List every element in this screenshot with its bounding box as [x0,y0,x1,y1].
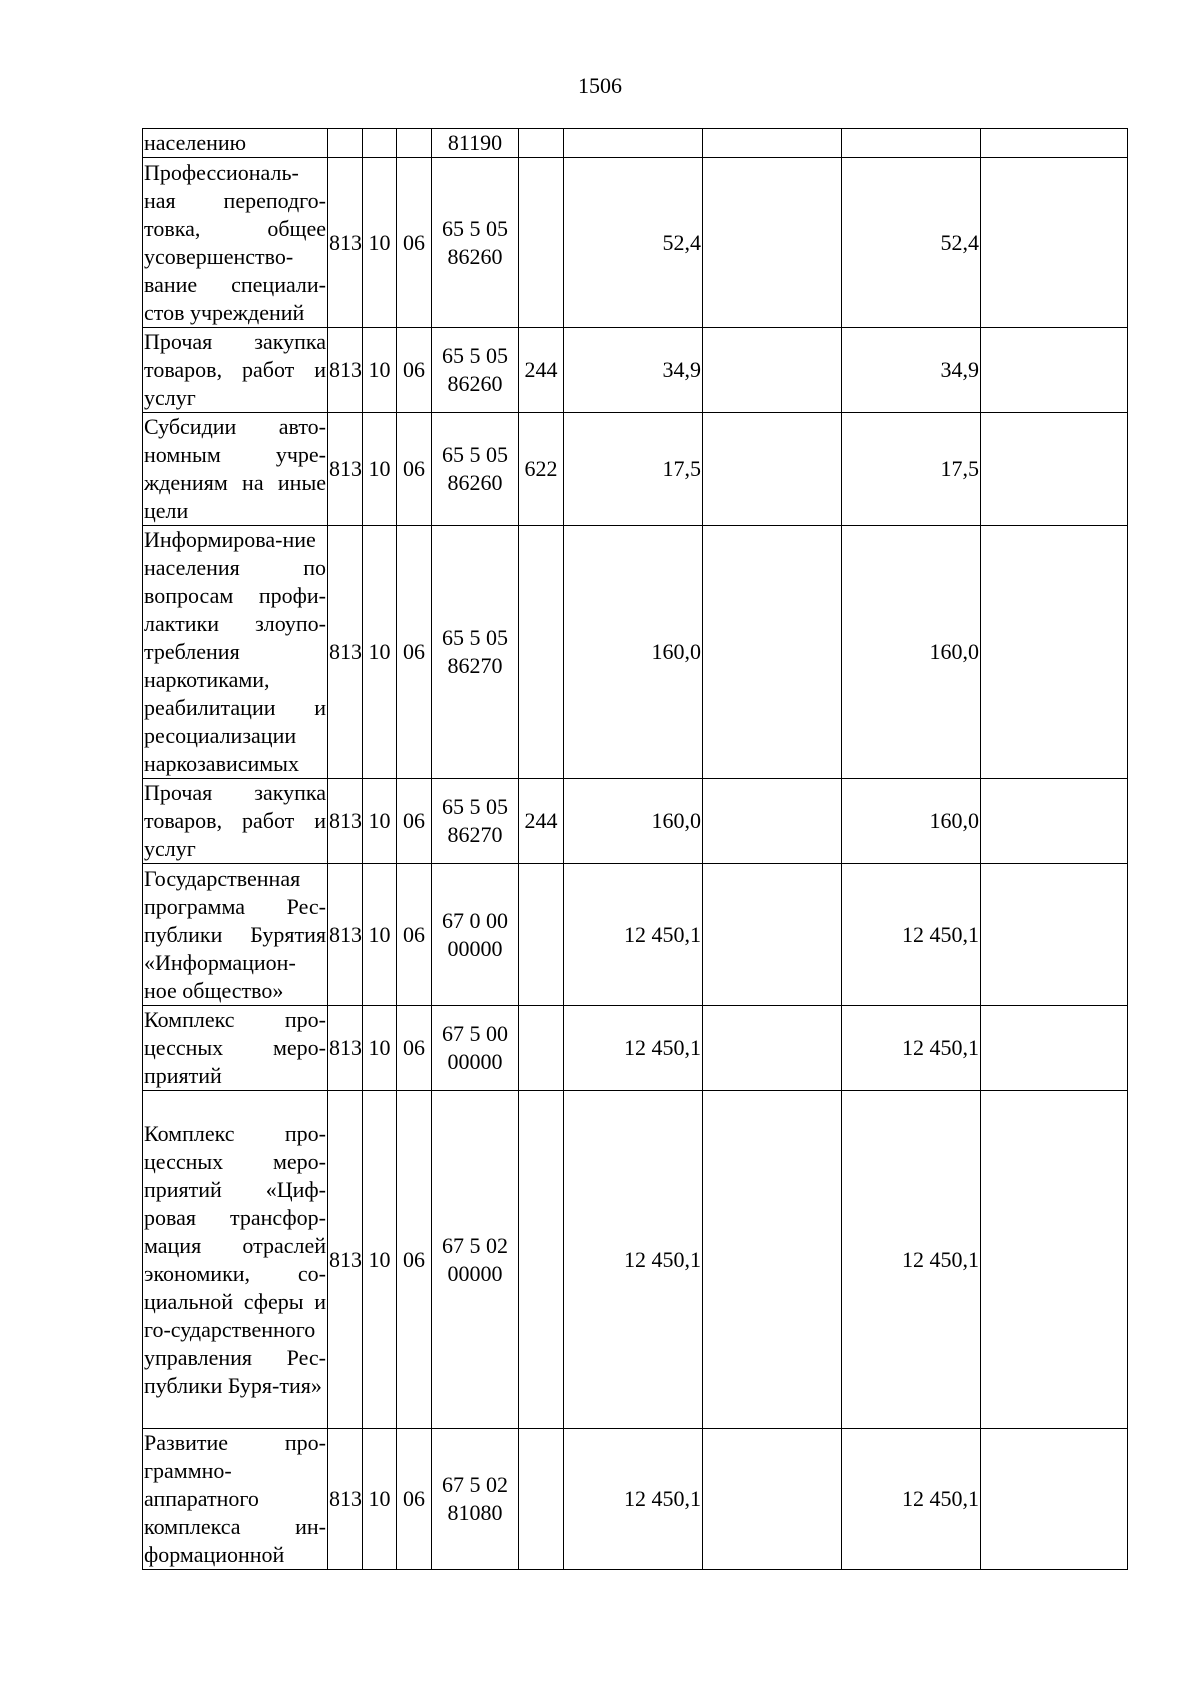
ministry-code-cell: 813 [328,526,363,779]
row-name-cell: Комплекс про-цессных меро-приятий [143,1006,328,1091]
target-article-cell [432,526,519,779]
target-article-line-1: 67 5 00 [442,1021,508,1046]
amount-cell-4 [981,158,1128,328]
amount-cell-4 [981,1429,1128,1570]
target-article-line-2: 00000 [447,1260,503,1286]
row-name-cell: Прочая закупка товаров, работ и услуг [143,779,328,864]
amount-cell-3: 17,5 [842,413,981,526]
amount-cell-4 [981,328,1128,413]
amount-cell-2 [703,779,842,864]
target-article-line-1: 65 5 05 [442,442,508,467]
target-article-line-2: 86270 [447,653,503,678]
target-article-line-2: 81080 [447,1500,503,1525]
amount-cell-3: 12 450,1 [842,1006,981,1091]
expense-type-cell [519,1006,564,1091]
ministry-code-cell [328,129,363,158]
ministry-code-cell: 813 [328,779,363,864]
ministry-code-cell: 813 [328,158,363,328]
expense-type-cell [519,526,564,779]
ministry-code-cell: 813 [328,413,363,526]
subsection-code-cell: 06 [397,526,432,779]
amount-cell-4 [981,1006,1128,1091]
expense-type-cell: 622 [519,413,564,526]
ministry-code-cell: 813 [328,1429,363,1570]
expense-type-cell [519,1429,564,1570]
target-article-line-2: 86270 [447,822,503,847]
amount-cell-3: 12 450,1 [842,1091,981,1429]
ministry-code-cell: 813 [328,1006,363,1091]
target-article-cell [432,1091,519,1429]
target-article-cell [432,1429,519,1570]
amount-cell-4 [981,413,1128,526]
amount-cell-4 [981,526,1128,779]
subsection-code-cell: 06 [397,864,432,1006]
section-code-cell: 10 [363,1429,397,1570]
amount-cell-1 [564,129,703,158]
amount-cell-1: 12 450,1 [564,1429,703,1570]
expense-type-cell: 244 [519,328,564,413]
expense-type-cell [519,158,564,328]
target-article-line-1: 67 5 02 [442,1472,508,1497]
amount-cell-1: 160,0 [564,779,703,864]
ministry-code-cell: 813 [328,1091,363,1429]
target-article-line-1: 67 0 00 [442,907,508,933]
subsection-code-cell: 06 [397,328,432,413]
expense-type-cell [519,129,564,158]
amount-cell-1: 52,4 [564,158,703,328]
amount-cell-3: 160,0 [842,526,981,779]
amount-cell-2 [703,864,842,1006]
target-article-line-1: 65 5 05 [442,215,508,241]
target-article-line-1: 67 5 02 [442,1232,508,1258]
row-name-cell: Прочая закупка товаров, работ и услуг [143,328,328,413]
target-article-line-2: 86260 [447,470,503,495]
section-code-cell: 10 [363,158,397,328]
table-row [143,413,1128,526]
ministry-code-cell: 813 [328,328,363,413]
target-article-line-1: 81190 [447,130,503,155]
expense-type-cell [519,864,564,1006]
row-name-cell: Профессиональ-ная переподго-товка, общее усовершенство-вание специали-стов учреждений [143,158,328,328]
amount-cell-1: 12 450,1 [564,1091,703,1429]
amount-cell-4 [981,1091,1128,1429]
section-code-cell: 10 [363,1006,397,1091]
target-article-cell [432,413,519,526]
target-article-line-1: 65 5 05 [442,343,508,368]
amount-cell-2 [703,1429,842,1570]
amount-cell-3: 12 450,1 [842,1429,981,1570]
target-article-line-2: 00000 [447,1049,503,1074]
subsection-code-cell [397,129,432,158]
subsection-code-cell: 06 [397,1429,432,1570]
amount-cell-3: 160,0 [842,779,981,864]
table-row [143,779,1128,864]
amount-cell-3: 52,4 [842,158,981,328]
amount-cell-2 [703,1006,842,1091]
amount-cell-4 [981,779,1128,864]
section-code-cell: 10 [363,1091,397,1429]
target-article-cell [432,158,519,328]
target-article-cell [432,328,519,413]
table-row [143,526,1128,779]
amount-cell-2 [703,158,842,328]
table-row [143,1091,1128,1429]
amount-cell-3 [842,129,981,158]
section-code-cell: 10 [363,328,397,413]
section-code-cell: 10 [363,779,397,864]
target-article-line-1: 65 5 05 [442,625,508,650]
target-article-cell [432,129,519,158]
row-name-cell: Субсидии авто-номным учре-ждениям на иные цели [143,413,328,526]
row-name-cell: населению [143,129,328,158]
amount-cell-4 [981,129,1128,158]
amount-cell-1: 12 450,1 [564,864,703,1006]
row-name-cell: Развитие про-граммно-аппаратного комплекса ин-формационной [143,1429,328,1570]
expense-type-cell [519,1091,564,1429]
amount-cell-1: 160,0 [564,526,703,779]
section-code-cell [363,129,397,158]
target-article-cell [432,864,519,1006]
amount-cell-2 [703,526,842,779]
page-number: 1506 [578,73,622,98]
table-row [143,129,1128,158]
expense-type-cell: 244 [519,779,564,864]
target-article-cell [432,1006,519,1091]
amount-cell-2 [703,129,842,158]
budget-table [142,128,1128,1570]
subsection-code-cell: 06 [397,413,432,526]
target-article-line-2: 86260 [447,243,503,269]
table-row [143,864,1128,1006]
row-name-cell: Государственная программа Рес-публики Бурятия «Информацион-ное общество» [143,864,328,1006]
amount-cell-1: 17,5 [564,413,703,526]
ministry-code-cell: 813 [328,864,363,1006]
amount-cell-1: 34,9 [564,328,703,413]
target-article-line-1: 65 5 05 [442,794,508,819]
table-row [143,328,1128,413]
section-code-cell: 10 [363,864,397,1006]
table-row [143,1429,1128,1570]
amount-cell-2 [703,1091,842,1429]
section-code-cell: 10 [363,526,397,779]
table-row [143,158,1128,328]
subsection-code-cell: 06 [397,158,432,328]
subsection-code-cell: 06 [397,1091,432,1429]
row-name-cell: Информирова-ние населения по вопросам профи-лактики злоупо-требления наркотиками, реабилитации и ресоциализации наркозависимых [143,526,328,779]
target-article-line-2: 86260 [447,371,503,396]
amount-cell-3: 34,9 [842,328,981,413]
amount-cell-3: 12 450,1 [842,864,981,1006]
target-article-cell [432,779,519,864]
amount-cell-2 [703,328,842,413]
subsection-code-cell: 06 [397,779,432,864]
amount-cell-1: 12 450,1 [564,1006,703,1091]
table-row [143,1006,1128,1091]
section-code-cell: 10 [363,413,397,526]
row-name-cell: Комплекс про-цессных меро-приятий «Циф-ровая трансфор-мация отраслей экономики, со-циальной сферы и го-сударственного управления Рес-публики Буря-тия» [143,1091,328,1429]
amount-cell-2 [703,413,842,526]
subsection-code-cell: 06 [397,1006,432,1091]
target-article-line-2: 00000 [447,935,503,961]
amount-cell-4 [981,864,1128,1006]
